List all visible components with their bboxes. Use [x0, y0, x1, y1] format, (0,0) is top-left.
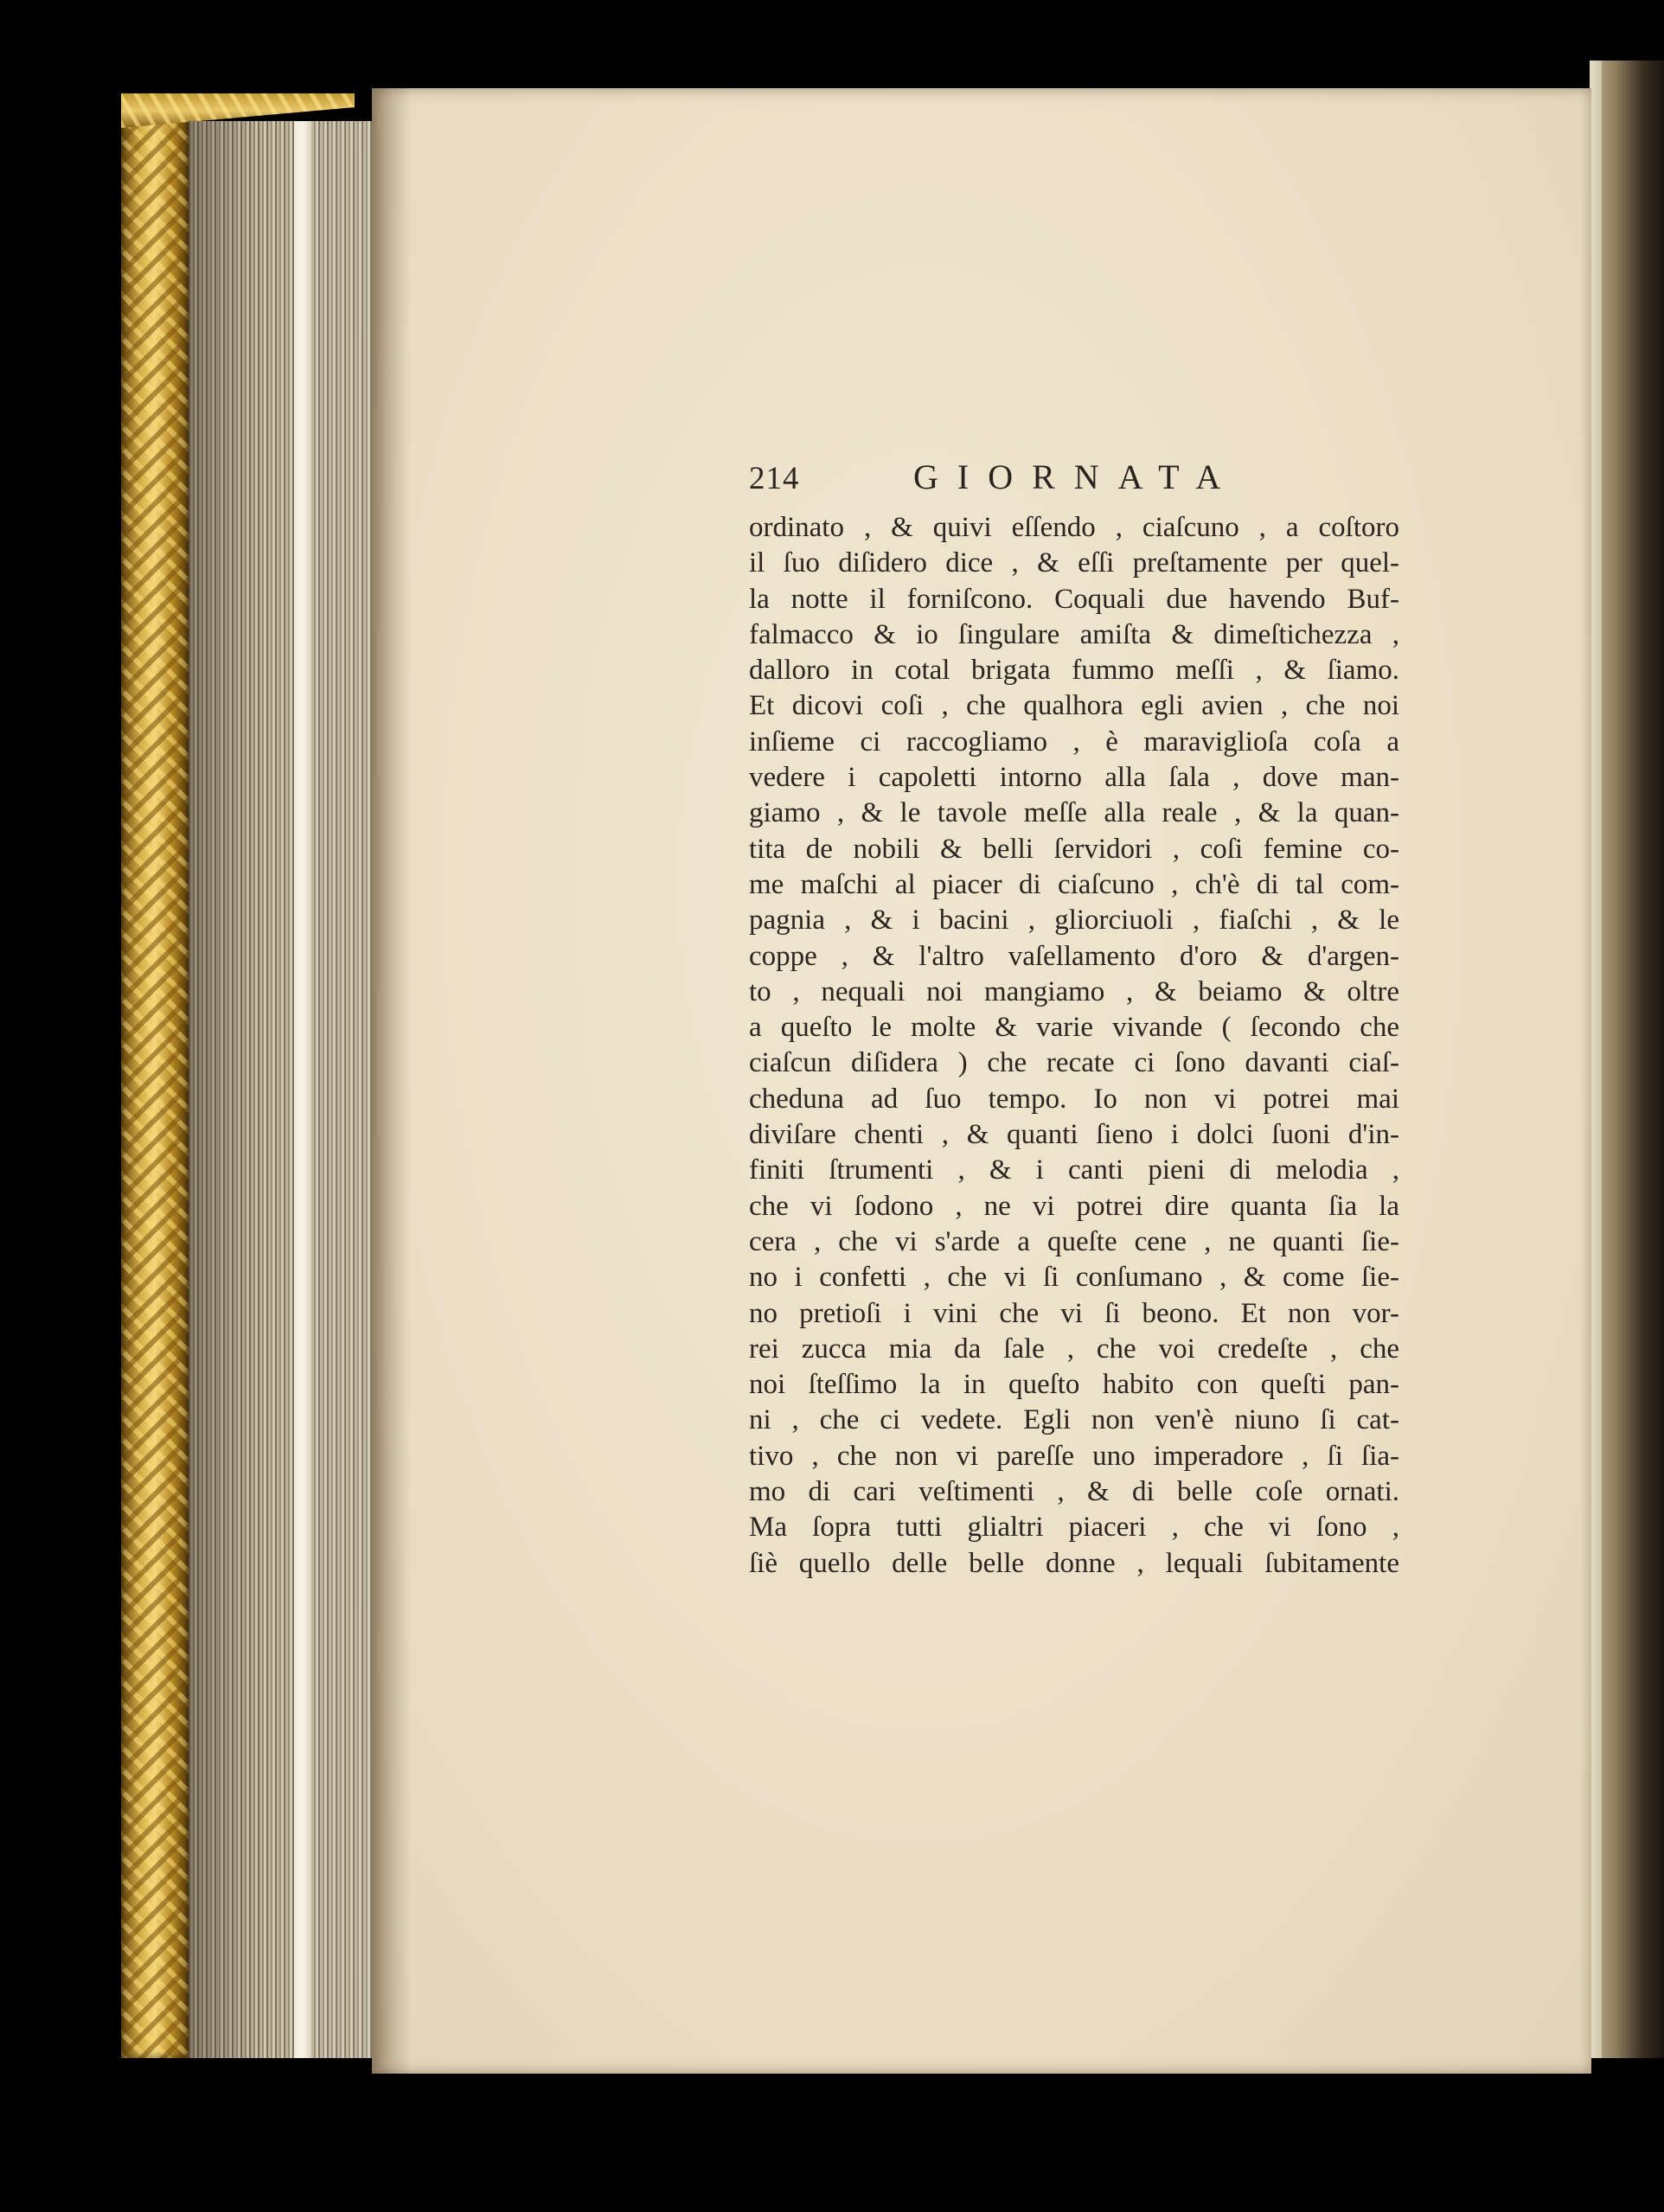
next-page-edge — [1590, 61, 1664, 2058]
text-line: finiti ſtrumenti , & i canti pieni di melodia , — [749, 1154, 1399, 1186]
text-line: no pretioſi i vini che vi ſi beono. Et non vor- — [749, 1297, 1399, 1329]
text-line: ſiè quello delle belle donne , lequali ſubitamente — [749, 1547, 1399, 1579]
text-line: mo di cari veſtimenti , & di belle coſe ornati. — [749, 1476, 1399, 1508]
text-line: il ſuo diſidero dice , & eſſi preſtamente per quel- — [749, 547, 1399, 579]
text-line: diviſare chenti , & quanti ſieno i dolci ſuoni d'in- — [749, 1119, 1399, 1151]
text-line: rei zucca mia da ſale , che voi credeſte , che — [749, 1333, 1399, 1365]
text-line: cheduna ad ſuo tempo. Io non vi potrei mai — [749, 1083, 1399, 1115]
text-line: giamo , & le tavole meſſe alla reale , & la quan- — [749, 797, 1399, 829]
text-line: tivo , che non vi pareſſe uno imperadore , ſi ſia- — [749, 1440, 1399, 1472]
text-line: coppe , & l'altro vaſellamento d'oro & d'argen- — [749, 940, 1399, 972]
text-line: dalloro in cotal brigata fummo meſſi , & ſiamo. — [749, 655, 1399, 687]
gilt-edge-decoration — [121, 93, 189, 2058]
text-line: me maſchi al piacer di ciaſcuno , ch'è di tal com- — [749, 868, 1399, 900]
text-line: no i confetti , che vi ſi conſumano , & come ſie- — [749, 1262, 1399, 1294]
text-line: cera , che vi s'arde a queſte cene , ne quanti ſie- — [749, 1225, 1399, 1257]
text-line: a queſto le molte & varie vivande ( ſecondo che — [749, 1012, 1399, 1044]
text-line: ordinato , & quivi eſſendo , ciaſcuno , a coſtoro — [749, 512, 1399, 543]
text-line: ni , che ci vedete. Egli non ven'è niuno ſi cat- — [749, 1404, 1399, 1436]
text-line: Et dicovi coſi , che qualhora egli avien , che noi — [749, 690, 1399, 722]
text-line: pagnia , & i bacini , gliorciuoli , fiaſchi , & le — [749, 905, 1399, 937]
body-text — [749, 510, 1399, 1582]
text-line: vedere i capoletti intorno alla ſala , dove man- — [749, 762, 1399, 794]
text-line: tita de nobili & belli ſervidori , coſi femine co- — [749, 833, 1399, 865]
text-line: to , nequali noi mangiamo , & beiamo & oltre — [749, 975, 1399, 1007]
running-title: GIORNATA — [913, 457, 1240, 496]
text-line: la notte il forniſcono. Coquali due havendo Buf- — [749, 583, 1399, 615]
text-line: noi ſteſſimo la in queſto habito con queſti pan- — [749, 1369, 1399, 1401]
text-line: ciaſcun diſidera ) che recate ci ſono davanti ciaſ- — [749, 1047, 1399, 1079]
text-line: che vi ſodono , ne vi potrei dire quanta ſia la — [749, 1190, 1399, 1222]
page-stack-edge — [189, 121, 374, 2058]
running-head — [749, 457, 1415, 508]
text-line: inſieme ci raccogliamo , è maraviglioſa coſa a — [749, 726, 1399, 758]
text-line: Ma ſopra tutti glialtri piaceri , che vi ſono , — [749, 1512, 1399, 1544]
page-number: 214 — [749, 461, 800, 496]
text-line: falmacco & io ſingulare amiſta & dimeſtichezza , — [749, 618, 1399, 650]
